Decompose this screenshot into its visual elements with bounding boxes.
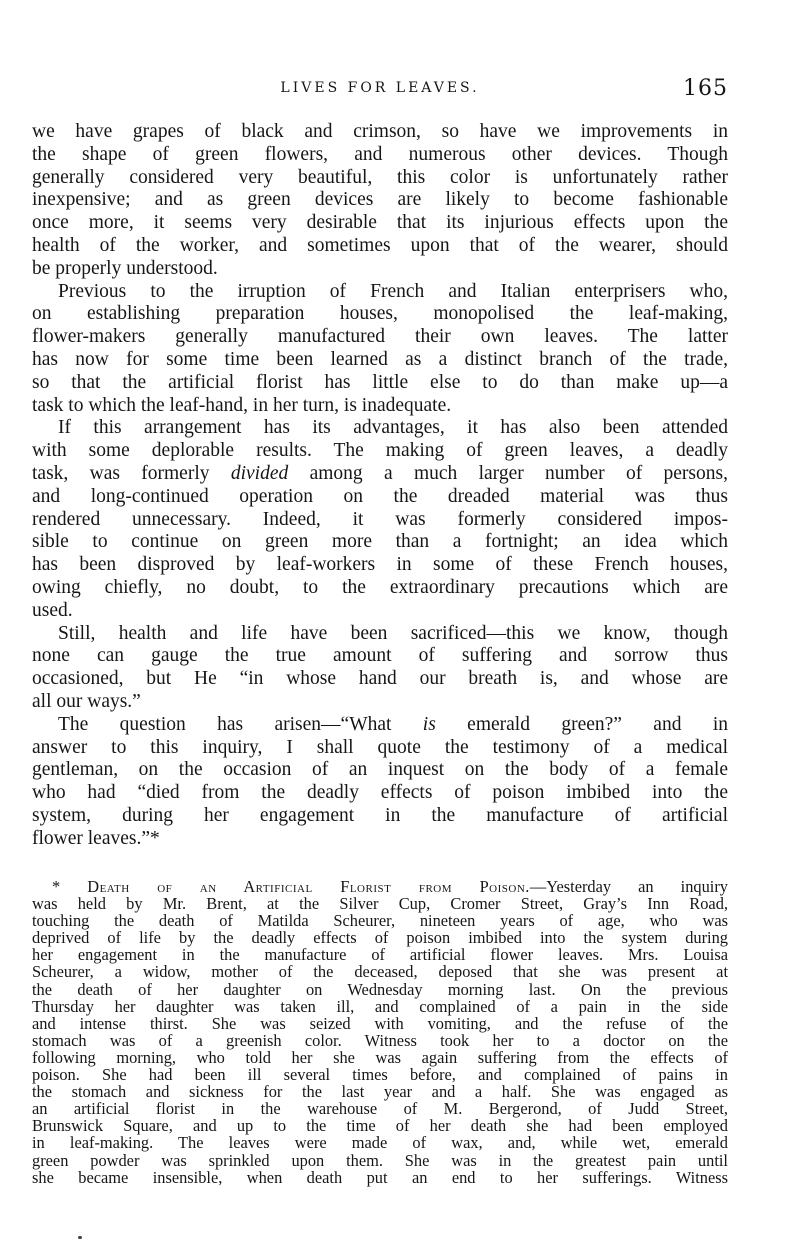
italic-text: divided [230,462,289,484]
body-line: health of the worker, and sometimes upon that of the wearer, should [32,234,728,256]
body-text [32,121,728,851]
body-line: sible to continue on green more than a fortnight; an idea which [32,531,728,553]
body-line: inexpensive; and as green devices are likely to become fashionable [32,189,728,211]
footnote-line: her engagement in the manufacture of artificial flower leaves. Mrs. Louisa [32,945,728,965]
body-line: answer to this inquiry, I shall quote the testimony of a medical [32,736,728,758]
footnote-line: an artificial florist in the warehouse of M. Bergerond, of Judd Street, [32,1099,728,1119]
line-text: task, was formerly [32,462,231,484]
body-line: with some deplorable results. The making of green leaves, a deadly [32,440,728,462]
footnote-line [32,878,728,895]
line-text: —Yesterday an inquiry [529,877,728,896]
footnote-line: following morning, who told her she was again suffering from the effects of [32,1047,728,1067]
footnote-line: deprived of life by the deadly effects of poison imbibed into the system during [32,928,728,948]
body-line: once more, it seems very desirable that its injurious effects upon the [32,212,728,234]
footnote-line: poison. She had been ill several times before, and complained of pains in [32,1065,728,1085]
body-line: task to which the leaf-hand, in her turn, is inadequate. [32,394,452,416]
body-line: has been disproved by leaf-workers in some of these French houses, [32,554,728,576]
body-line: all our ways.” [32,690,141,712]
footnote-line: touching the death of Matilda Scheurer, nineteen years of age, who was [32,911,728,931]
page-number: 165 [683,76,728,101]
body-line: on establishing preparation houses, monopolised the leaf-making, [32,303,728,325]
running-title: LIVES FOR LEAVES. [280,80,480,96]
line-text: emerald green?” and in [435,713,728,735]
print-speck [78,1236,82,1239]
body-line: the shape of green flowers, and numerous other devices. Though [32,143,728,165]
footnote-heading: Death of an Artificial Florist from Poison. [87,877,530,896]
running-head [32,76,728,106]
body-line: we have grapes of black and crimson, so have we improvements in [32,121,728,142]
body-line: has now for some time been learned as a distinct branch of the trade, [32,348,728,370]
body-line: owing chiefly, no doubt, to the extraordinary precautions which are [32,576,728,598]
footnote-line: she became insensible, when death put an end to her sufferings. Witness [32,1167,728,1187]
body-line: and long-continued operation on the dreaded material was thus [32,485,728,507]
body-line [32,714,728,737]
footnote [32,878,728,1186]
footnote-line: Brunswick Square, and up to the time of her death she had been employed [32,1116,728,1136]
body-line: none can gauge the true amount of suffering and sorrow thus [32,645,728,667]
footnote-line: in leaf-making. The leaves were made of wax, and, while wet, emerald [32,1133,728,1153]
body-line [32,463,728,486]
body-line: Still, health and life have been sacrificed—this we know, though [58,622,728,644]
body-line: so that the artificial florist has little else to do than make up—a [32,371,728,393]
line-text: * [52,877,88,896]
footnote-line: Thursday her daughter was taken ill, and complained of a pain in the side [32,996,728,1016]
footnote-line: and intense thirst. She was seized with vomiting, and the refuse of the [32,1013,728,1033]
italic-text: is [422,713,436,735]
body-line: used. [32,599,73,621]
body-line: flower-makers generally manufactured their own leaves. The latter [32,326,728,348]
body-line: If this arrangement has its advantages, it has also been attended [58,417,728,439]
footnote-line: the death of her daughter on Wednesday morning last. On the previous [32,979,728,999]
body-line: who had “died from the deadly effects of poison imbibed into the [32,782,728,804]
body-line: flower leaves.”* [32,827,160,849]
body-line: rendered unnecessary. Indeed, it was formerly considered impos- [32,508,728,530]
body-line: generally considered very beautiful, this color is unfortunately rather [32,166,728,188]
line-text: among a much larger number of persons, [288,462,728,484]
footnote-line: was held by Mr. Brent, at the Silver Cup, Cromer Street, Gray’s Inn Road, [32,894,728,914]
footnote-line: the stomach and sickness for the last year and a half. She was engaged as [32,1082,728,1102]
footnote-line: stomach was of a greenish color. Witness took her to a doctor on the [32,1030,728,1050]
body-line: occasioned, but He “in whose hand our breath is, and whose are [32,668,728,690]
body-line: Previous to the irruption of French and Italian enterprisers who, [58,280,728,302]
body-line: be properly understood. [32,257,218,279]
body-line: system, during her engagement in the manufacture of artificial [32,804,728,826]
line-text: The question has arisen—“What [58,713,423,735]
footnote-line: green powder was sprinkled upon them. She was in the greatest pain until [32,1150,728,1170]
body-line: gentleman, on the occasion of an inquest on the body of a female [32,759,728,781]
footnote-line: Scheurer, a widow, mother of the deceased, deposed that she was present at [32,962,728,982]
